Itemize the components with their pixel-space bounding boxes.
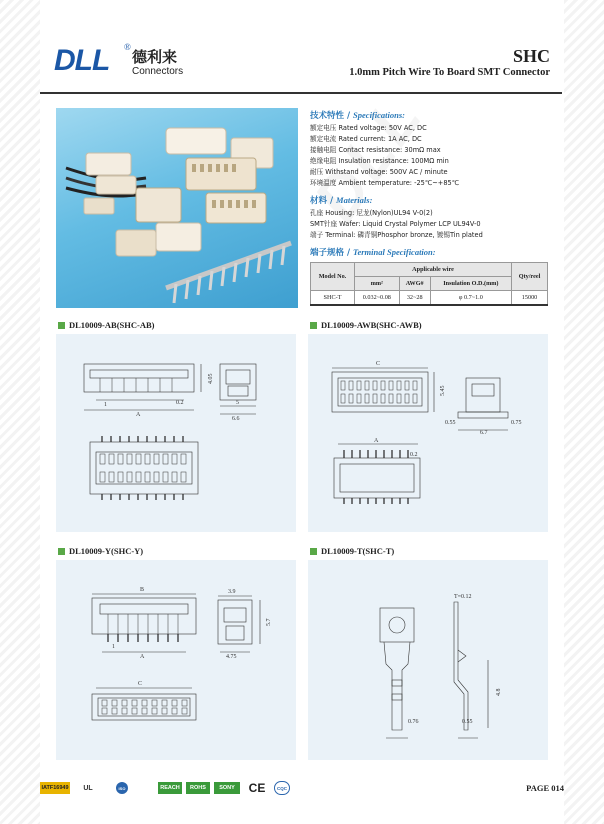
table-row [311, 291, 548, 306]
drawing-panel-ab [56, 334, 296, 532]
specifications-block [310, 110, 550, 306]
spec-line: 额定电压 Rated voltage: 50V AC, DC [310, 124, 427, 132]
cell-insulation: φ 0.7~1.0 [430, 291, 511, 306]
dim-label: 5 [236, 400, 239, 406]
page-header [40, 30, 564, 90]
dim-label: 0.55 [462, 719, 473, 725]
dim-label: 5.45 [440, 385, 446, 396]
series-code: SHC [512, 46, 550, 66]
drawing-panel-awb [308, 334, 548, 532]
cell-qty: 15000 [512, 291, 548, 306]
panel-title-awb: DL10009-AWB(SHC-AWB) [310, 320, 422, 330]
material-line: 端子 Terminal: 磷青铜Phosphor bronze, 镀锡Tin plated [310, 231, 483, 239]
dim-label: 0.2 [410, 452, 418, 458]
dim-label: 6.6 [232, 416, 240, 422]
spec-line: 绝缘电阻 Insulation resistance: 100MΩ min [310, 157, 449, 165]
logo-english-name: Connectors [132, 66, 184, 77]
header-applicable-wire: Applicable wire [354, 263, 511, 277]
dim-label: A [374, 438, 379, 444]
bullet-icon [310, 322, 317, 329]
dim-label: 3.9 [228, 589, 236, 595]
cell-awg: 32~28 [399, 291, 430, 306]
cell-model: SHC-T [311, 291, 355, 306]
dim-label: A [136, 412, 141, 418]
dim-label: B [140, 587, 145, 593]
reach-logo: REACH [158, 782, 182, 794]
dim-label: C [376, 361, 381, 367]
dim-label: 0.55 [445, 420, 456, 426]
dim-label: 1 [104, 402, 107, 408]
logo-chinese-name: 德利来 [132, 48, 178, 66]
dim-label: 4.75 [226, 654, 237, 660]
dim-label: A [140, 654, 145, 660]
spec-line: 环境温度 Ambient temperature: -25℃~+85℃ [310, 179, 460, 187]
dim-label: 1 [112, 644, 115, 650]
bullet-icon [58, 548, 65, 555]
dim-label: 0.76 [408, 719, 419, 725]
ce-logo: CE [248, 781, 266, 795]
sony-logo: SONY [214, 782, 240, 794]
material-line: 孔座 Housing: 尼龙(Nylon)UL94 V-0(2) [310, 209, 433, 217]
panel-title-ab: DL10009-AB(SHC-AB) [58, 320, 154, 330]
header-mm2: mm² [354, 277, 399, 291]
dim-label: 4.05 [208, 373, 214, 384]
material-line: SMT针座 Wafer: Liquid Crystal Polymer LCP UL94V-0 [310, 220, 481, 228]
dim-label: 0.75 [511, 420, 522, 426]
cell-mm2: 0.032~0.08 [354, 291, 399, 306]
page-footer [40, 776, 564, 800]
page-number: PAGE 014 [526, 783, 564, 793]
bullet-icon [58, 322, 65, 329]
header-insulation: Insulation O.D.(mm) [430, 277, 511, 291]
spec-line: 接触电阻 Contact resistance: 30mΩ max [310, 146, 441, 154]
materials-heading: 材料 / Materials: [310, 195, 373, 206]
drawing-panel-y [56, 560, 296, 760]
iso-logo: ISO [116, 782, 128, 794]
rohs-logo: ROHS [186, 782, 210, 794]
product-subtitle: 1.0mm Pitch Wire To Board SMT Connector [349, 67, 550, 78]
panel-title-t: DL10009-T(SHC-T) [310, 546, 394, 556]
header-divider [40, 92, 562, 94]
dim-label: 5.7 [266, 618, 272, 626]
iatf-logo: IATF16949 [40, 782, 70, 794]
panel-title-y: DL10009-Y(SHC-Y) [58, 546, 143, 556]
drawing-panel-t [308, 560, 548, 760]
ul-logo: UL [83, 784, 93, 792]
header-awg: AWG# [399, 277, 430, 291]
terminal-spec-heading: 端子规格 / Terminal Specification: [310, 247, 436, 258]
spec-line: 耐压 Withstand voltage: 500V AC / minute [310, 168, 448, 176]
header-model: Model No. [311, 263, 355, 291]
header-qty: Qty/reel [512, 263, 548, 291]
dim-label: T=0.12 [454, 594, 472, 600]
specifications-heading: 技术特性 / Specifications: [310, 110, 405, 121]
product-photo [56, 108, 298, 308]
registered-mark: ® [124, 42, 131, 52]
dim-label: C [138, 681, 143, 687]
terminal-spec-table [310, 262, 548, 306]
bullet-icon [310, 548, 317, 555]
dim-label: 6.7 [480, 430, 488, 436]
dim-label: 0.2 [176, 400, 184, 406]
dim-label: 4.8 [496, 688, 502, 696]
right-stripe-decoration [564, 0, 604, 824]
cqc-logo: CQC [274, 781, 290, 795]
left-stripe-decoration [0, 0, 40, 824]
logo: DLL [54, 44, 110, 77]
spec-line: 额定电流 Rated current: 1A AC, DC [310, 135, 422, 143]
